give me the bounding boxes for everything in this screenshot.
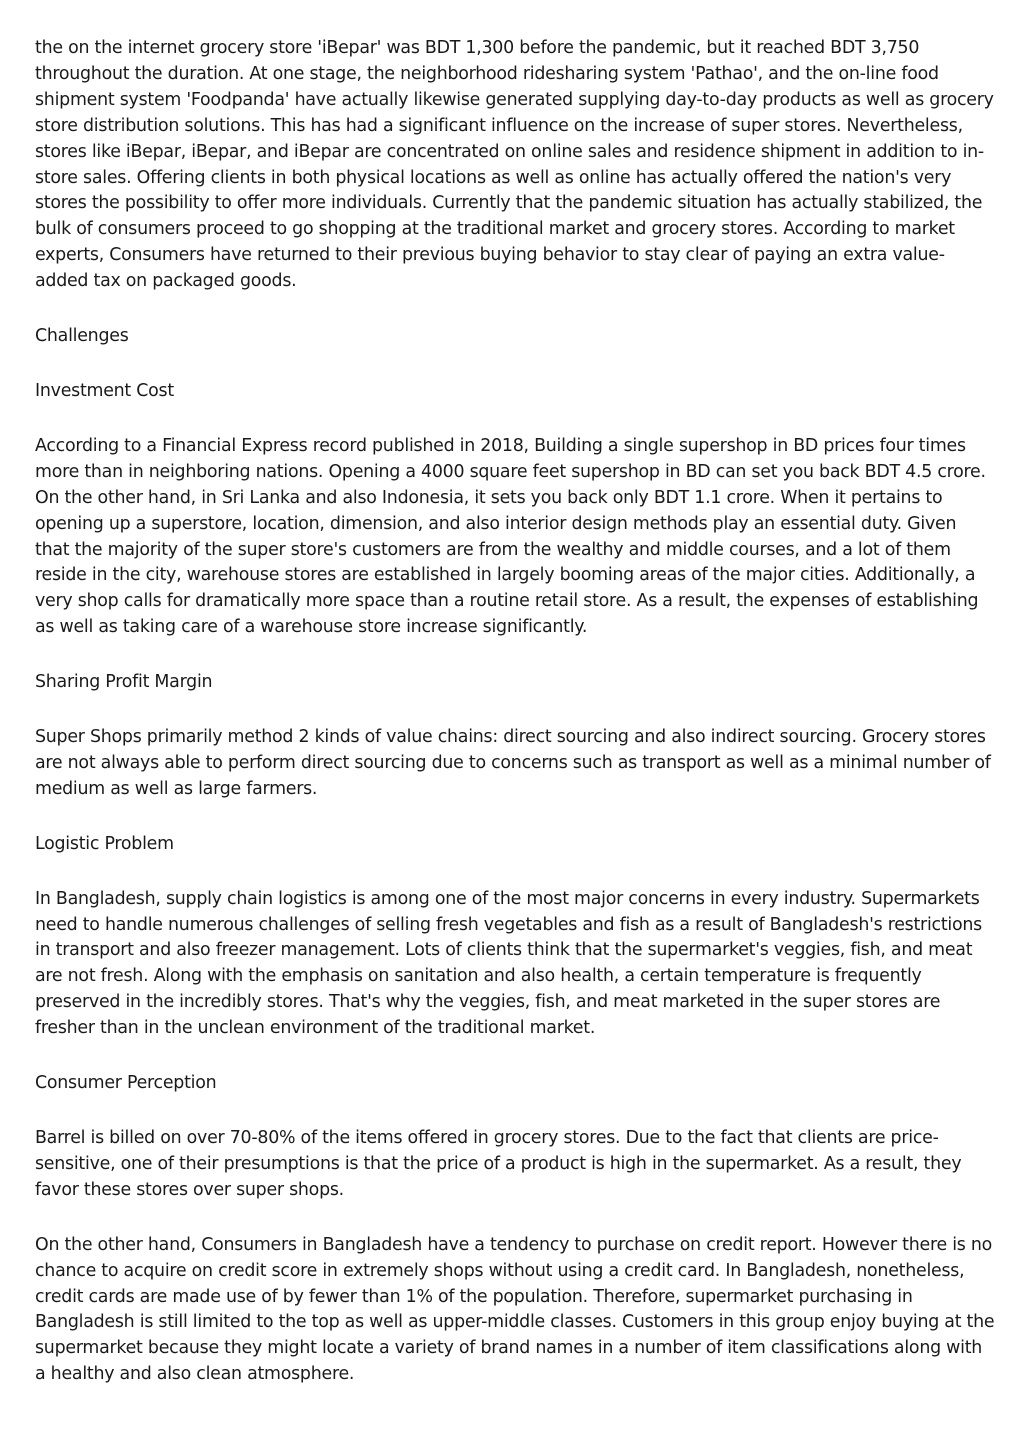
heading-sharing-profit-margin: Sharing Profit Margin <box>35 672 213 693</box>
paragraph-sharing-profit-margin: Super Shops primarily method 2 kinds of value chains: direct sourcing and also indirect sourcing. Grocery stores are not always able to perform direct sourcing due to concerns such as transport as well as a minimal number of medium as well as large farmers. <box>35 727 991 799</box>
paragraph-investment-cost: According to a Financial Express record published in 2018, Building a single supershop in BD prices four times more than in neighboring nations. Opening a 4000 square feet supershop in BD can set you back BDT 4.5 crore. On the other hand, in Sri Lanka and also Indonesia, it sets you back only BDT 1.1 crore. When it pertains to opening up a superstore, location, dimension, and also interior design methods play an essential duty. Given that the majority of the super store's customers are from the wealthy and middle courses, and a lot of them reside in the city, warehouse stores are established in largely booming areas of the major cities. Additionally, a very shop calls for dramatically more space than a routine retail store. As a result, the expenses of establishing as well as taking care of a warehouse store increase significantly. <box>35 435 986 638</box>
paragraph-credit-purchasing: On the other hand, Consumers in Bangladesh have a tendency to purchase on credit report. However there is no chance to acquire on credit score in extremely shops without using a credit card. In Bangladesh, nonetheless, credit cards are made use of by fewer than 1% of the population. Therefore, supermarket purchasing in Bangladesh is still limited to the top as well as upper-middle classes. Customers in this group enjoy buying at the supermarket because they might locate a variety of brand names in a number of item classifications along with a healthy and also clean atmosphere. <box>35 1234 995 1385</box>
heading-logistic-problem: Logistic Problem <box>35 833 174 854</box>
paragraph-consumer-perception: Barrel is billed on over 70-80% of the items offered in grocery stores. Due to the fact that clients are price-sensitive, one of their presumptions is that the price of a product is high in the supermarket. As a result, they favor these stores over super shops. <box>35 1128 962 1200</box>
heading-investment-cost: Investment Cost <box>35 380 174 401</box>
heading-challenges: Challenges <box>35 326 129 347</box>
paragraph-online-grocery-growth: the on the internet grocery store 'iBepar' was BDT 1,300 before the pandemic, but it reached BDT 3,750 throughout the duration. At one stage, the neighborhood ridesharing system 'Pathao', and the on-line food shipment system 'Foodpanda' have actually likewise generated supplying day-to-day products as well as grocery store distribution solutions. This has had a significant influence on the increase of super stores. Nevertheless, stores like iBepar, iBepar, and iBepar are concentrated on online sales and residence shipment in addition to in-store sales. Offering clients in both physical locations as well as online has actually offered the nation's very stores the possibility to offer more individuals. Currently that the pandemic situation has actually stabilized, the bulk of consumers proceed to go shopping at the traditional market and grocery stores. According to market experts, Consumers have returned to their previous buying behavior to stay clear of paying an extra value-added tax on packaged goods. <box>35 38 994 292</box>
paragraph-logistic-problem: In Bangladesh, supply chain logistics is among one of the most major concerns in every industry. Supermarkets need to handle numerous challenges of selling fresh vegetables and fish as a result of Bangladesh's restrictions in transport and also freezer management. Lots of clients think that the supermarket's veggies, fish, and meat are not fresh. Along with the emphasis on sanitation and also health, a certain temperature is frequently preserved in the incredibly stores. That's why the veggies, fish, and meat marketed in the super stores are fresher than in the unclean environment of the traditional market. <box>35 888 982 1039</box>
article-body <box>35 36 995 1417</box>
heading-consumer-perception: Consumer Perception <box>35 1073 217 1094</box>
